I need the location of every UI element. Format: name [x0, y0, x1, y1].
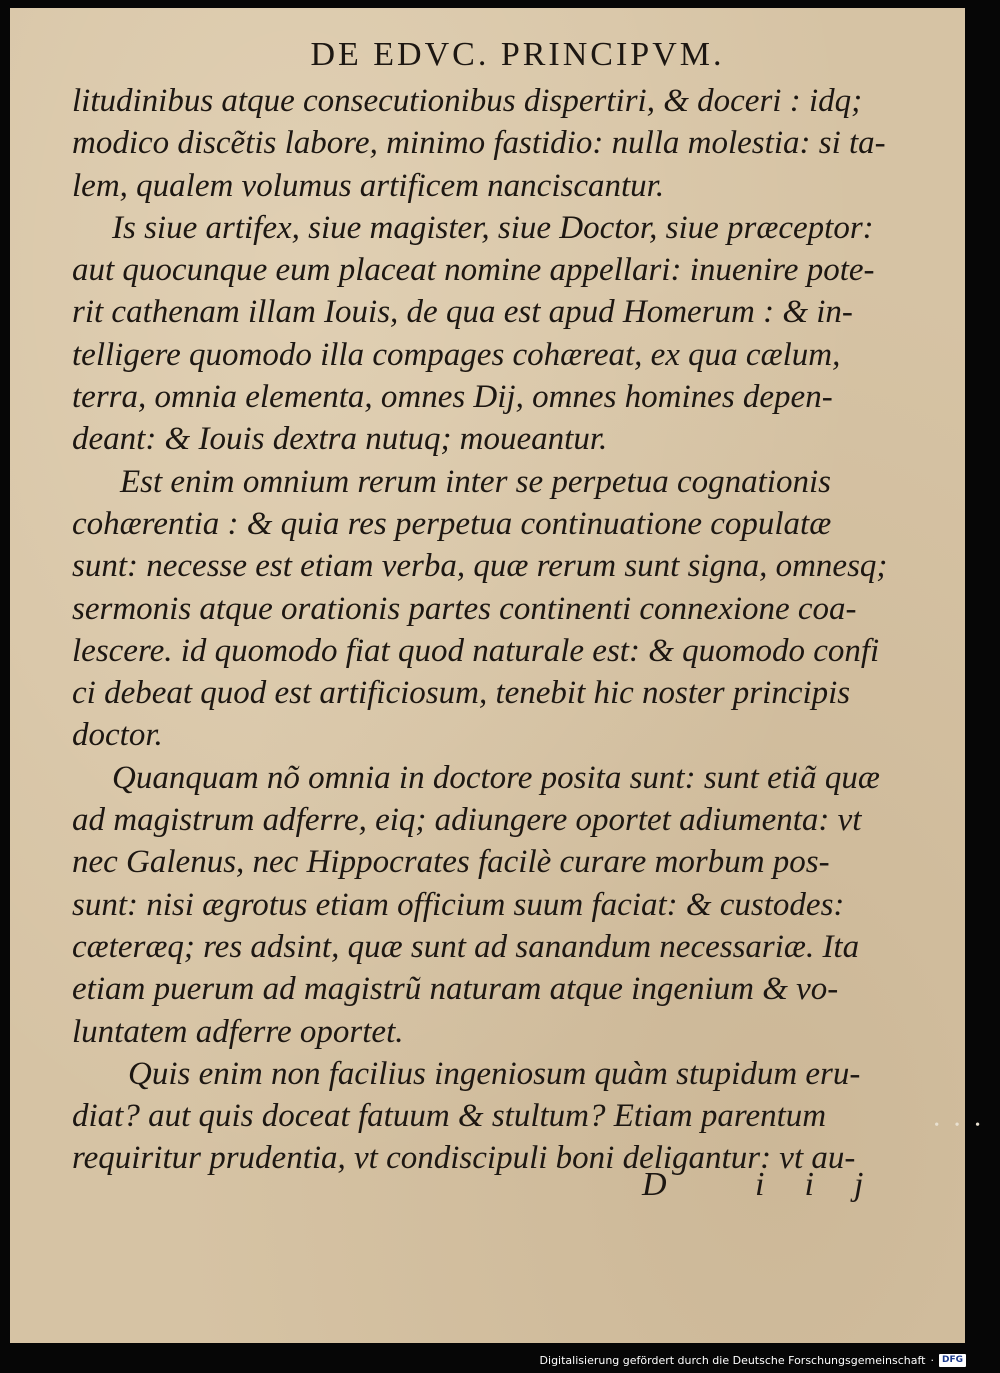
credit-text: Digitalisierung gefördert durch die Deutsche Forschungsgemeinschaft [539, 1354, 926, 1367]
text-line-21: cæteræq; res adsint, quæ sunt ad sanandum necessariæ. Ita [72, 928, 860, 965]
text-line-3: lem, qualem volumus artificem nanciscantur. [72, 167, 665, 204]
text-line-13: sermonis atque orationis partes continenti connexione coa- [72, 590, 857, 627]
digitization-credit [540, 1354, 966, 1367]
text-line-8: terra, omnia elementa, omnes Dij, omnes homines depen- [72, 379, 833, 416]
text-line-22: etiam puerum ad magistrũ naturam atque ingenium & vo- [72, 971, 839, 1008]
text-line-16: doctor. [72, 717, 163, 754]
dfg-logo: DFG [939, 1354, 966, 1367]
text-line-18: ad magistrum adferre, eiq; adiungere oportet adiumenta: vt [72, 802, 862, 839]
text-line-24: Quis enim non facilius ingeniosum quàm stupidum eru- [128, 1055, 861, 1092]
page-body-text [72, 80, 888, 1180]
text-line-25: diat? aut quis doceat fatuum & stultum? Etiam parentum [72, 1098, 827, 1135]
text-line-12: sunt: necesse est etiam verba, quæ rerum sunt signa, omnesq; [72, 548, 888, 585]
text-line-6: rit cathenam illam Iouis, de qua est apud Homerum : & in- [72, 294, 853, 331]
text-line-7: telligere quomodo illa compages cohæreat, ex qua cælum, [72, 336, 841, 373]
text-line-14: lescere. id quomodo fiat quod naturale est: & quomodo confi [72, 632, 880, 669]
text-line-23: luntatem adferre oportet. [72, 1013, 404, 1050]
running-head: DE EDVC. PRINCIPVM. [310, 36, 725, 73]
text-line-20: sunt: nisi ægrotus etiam officium suum faciat: & custodes: [72, 886, 845, 923]
signature-mark: D iij [642, 1166, 904, 1203]
text-line-10: Est enim omnium rerum inter se perpetua cognationis [120, 463, 831, 500]
text-line-1: litudinibus atque consecutionibus dispertiri, & doceri : idq; [72, 83, 863, 119]
text-line-4: Is siue artifex, siue magister, siue Doctor, siue præceptor: [112, 209, 874, 246]
text-line-11: cohærentia : & quia res perpetua continuatione copulatæ [72, 505, 832, 542]
text-line-5: aut quocunque eum placeat nomine appellari: inuenire pote- [72, 252, 875, 289]
text-line-9: deant: & Iouis dextra nutuq; moueantur. [72, 421, 608, 458]
credit-separator: · [930, 1354, 934, 1367]
text-line-15: ci debeat quod est artificiosum, tenebit hic noster principis [72, 675, 851, 712]
text-line-17: Quanquam nõ omnia in doctore posita sunt: sunt etiã quæ [112, 759, 880, 796]
text-line-2: modico discẽtis labore, minimo fastidio: nulla molestia: si ta- [72, 125, 886, 162]
text-line-26: requiritur prudentia, vt condiscipuli boni deligantur: vt au- [72, 1140, 856, 1177]
edge-dots: • • • [934, 1118, 986, 1133]
book-page [10, 8, 965, 1343]
text-line-19: nec Galenus, nec Hippocrates facilè curare morbum pos- [72, 844, 830, 881]
